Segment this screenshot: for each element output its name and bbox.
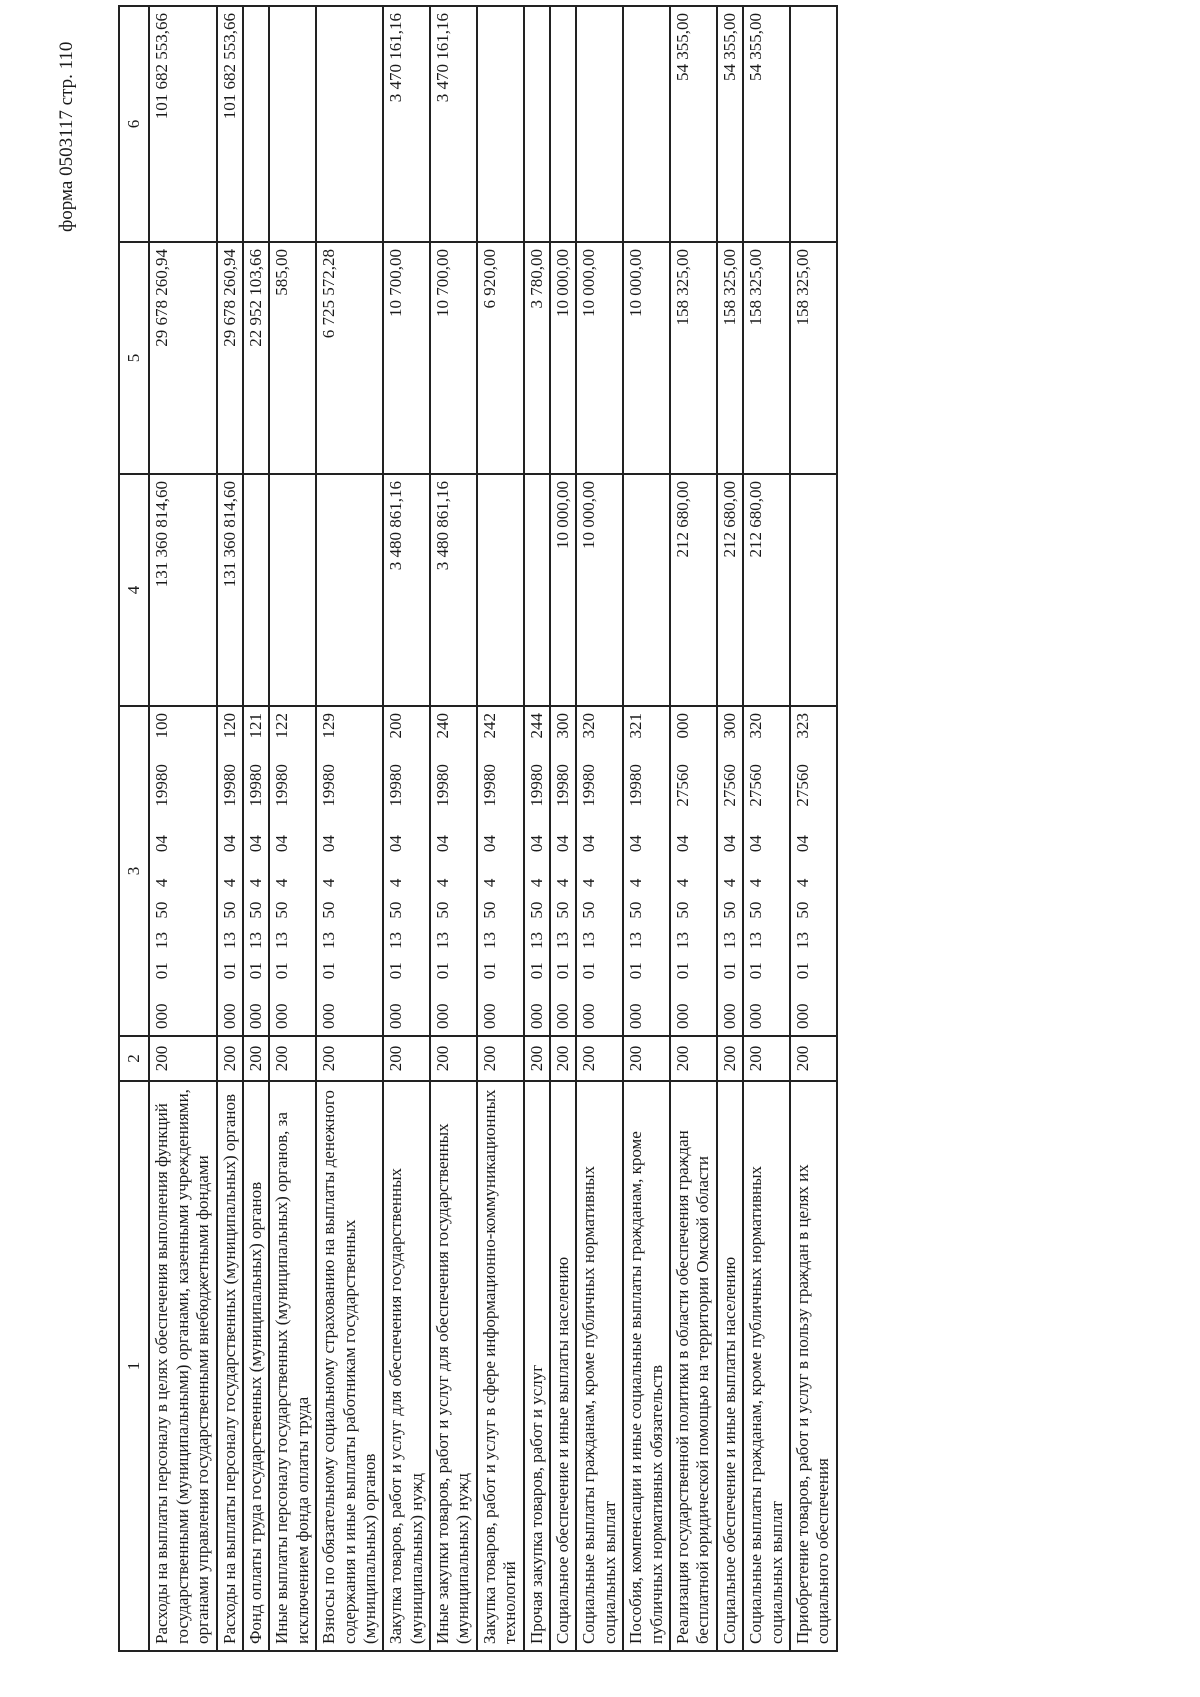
code-part: 4 [626, 878, 646, 888]
code-part: 4 [792, 878, 812, 888]
row-unexecuted-amount: 3 470 161,16 [383, 6, 430, 242]
code-part: 19980 [272, 764, 292, 807]
table-row [149, 6, 216, 1651]
row-line-code: 200 [149, 1036, 216, 1081]
row-executed-amount: 22 952 103,66 [243, 242, 269, 474]
row-name: Закупка товаров, работ и услуг в сфере информационно-коммуникационных технологий [477, 1081, 524, 1651]
code-part: 01 [626, 962, 646, 980]
row-unexecuted-amount [269, 6, 316, 242]
code-part: 300 [553, 713, 573, 739]
row-unexecuted-amount [576, 6, 623, 242]
row-executed-amount: 10 700,00 [430, 242, 477, 474]
code-part: 50 [579, 901, 599, 919]
row-name: Прочая закупка товаров, работ и услуг [524, 1081, 550, 1651]
code-part: 4 [672, 878, 692, 888]
code-parts [720, 713, 740, 1029]
row-executed-amount: 158 325,00 [743, 242, 790, 474]
row-line-code: 200 [430, 1036, 477, 1081]
code-part: 4 [272, 878, 292, 888]
code-part: 000 [526, 1003, 546, 1029]
code-parts [579, 713, 599, 1029]
code-part: 13 [319, 931, 339, 949]
code-part: 321 [626, 713, 646, 739]
code-part: 04 [719, 835, 739, 853]
code-part: 04 [672, 835, 692, 853]
row-unexecuted-amount: 3 470 161,16 [430, 6, 477, 242]
code-part: 000 [245, 1003, 265, 1029]
code-part: 000 [792, 1003, 812, 1029]
table-row [217, 6, 243, 1651]
code-part: 13 [219, 931, 239, 949]
row-unexecuted-amount [623, 6, 670, 242]
code-part: 19980 [526, 764, 546, 807]
code-part: 4 [433, 878, 453, 888]
row-approved-amount [524, 474, 550, 706]
row-unexecuted-amount [524, 6, 550, 242]
row-name: Расходы на выплаты персоналу в целях обеспечения выполнения функций государственными (муниципальными) органами, казенными учреждениями, органами управления государственными внебюджетными фондами [149, 1081, 216, 1651]
code-part: 4 [245, 878, 265, 888]
code-part: 19980 [219, 764, 239, 807]
code-parts [152, 713, 172, 1029]
row-classification-code [790, 706, 837, 1036]
code-parts [386, 713, 406, 1029]
row-executed-amount: 10 000,00 [623, 242, 670, 474]
row-executed-amount: 585,00 [269, 242, 316, 474]
row-approved-amount: 3 480 861,16 [383, 474, 430, 706]
row-name: Приобретение товаров, работ и услуг в пользу граждан в целях их социального обеспечения [790, 1081, 837, 1651]
row-unexecuted-amount: 54 355,00 [743, 6, 790, 242]
code-part: 50 [526, 901, 546, 919]
code-part: 4 [219, 878, 239, 888]
table-row [243, 6, 269, 1651]
code-part: 19980 [579, 764, 599, 807]
code-part: 13 [553, 931, 573, 949]
row-classification-code [316, 706, 383, 1036]
row-name: Иные выплаты персоналу государственных (муниципальных) органов, за исключением фонда оплаты труда [269, 1081, 316, 1651]
table-row [623, 6, 670, 1651]
code-part: 50 [719, 901, 739, 919]
code-part: 4 [719, 878, 739, 888]
code-part: 100 [152, 713, 172, 739]
row-unexecuted-amount [316, 6, 383, 242]
row-classification-code [243, 706, 269, 1036]
code-part: 04 [579, 835, 599, 853]
row-executed-amount: 158 325,00 [670, 242, 717, 474]
row-approved-amount: 3 480 861,16 [430, 474, 477, 706]
code-part: 01 [319, 962, 339, 980]
code-part: 323 [792, 713, 812, 739]
row-line-code: 200 [623, 1036, 670, 1081]
code-part: 000 [386, 1003, 406, 1029]
table-header [119, 6, 149, 1651]
code-part: 04 [386, 835, 406, 853]
code-part: 000 [272, 1003, 292, 1029]
code-part: 01 [386, 962, 406, 980]
row-executed-amount: 6 920,00 [477, 242, 524, 474]
code-part: 01 [152, 962, 172, 980]
code-part: 13 [626, 931, 646, 949]
row-classification-code [670, 706, 717, 1036]
code-parts [272, 713, 292, 1029]
column-number-5: 5 [119, 242, 149, 474]
code-parts [480, 713, 500, 1029]
code-part: 19980 [553, 764, 573, 807]
row-executed-amount: 158 325,00 [790, 242, 837, 474]
row-executed-amount: 6 725 572,28 [316, 242, 383, 474]
code-part: 04 [219, 835, 239, 853]
code-parts [527, 713, 547, 1029]
code-part: 121 [245, 713, 265, 739]
code-parts [553, 713, 573, 1029]
code-part: 04 [626, 835, 646, 853]
table-row [790, 6, 837, 1651]
code-part: 19980 [626, 764, 646, 807]
row-classification-code [524, 706, 550, 1036]
code-part: 320 [746, 713, 766, 739]
code-parts [793, 713, 813, 1029]
code-part: 19980 [433, 764, 453, 807]
code-part: 04 [792, 835, 812, 853]
table-row [316, 6, 383, 1651]
code-part: 13 [579, 931, 599, 949]
row-name: Социальные выплаты гражданам, кроме публичных нормативных социальных выплат [576, 1081, 623, 1651]
row-executed-amount: 10 000,00 [550, 242, 576, 474]
code-part: 000 [219, 1003, 239, 1029]
row-approved-amount [316, 474, 383, 706]
row-line-code: 200 [743, 1036, 790, 1081]
code-part: 4 [152, 878, 172, 888]
row-executed-amount: 158 325,00 [717, 242, 743, 474]
row-executed-amount: 10 700,00 [383, 242, 430, 474]
row-line-code: 200 [524, 1036, 550, 1081]
row-name: Иные закупки товаров, работ и услуг для обеспечения государственных (муниципальных) нужд [430, 1081, 477, 1651]
table-row [670, 6, 717, 1651]
code-part: 01 [433, 962, 453, 980]
column-number-1: 1 [119, 1081, 149, 1651]
code-part: 01 [792, 962, 812, 980]
code-part: 50 [792, 901, 812, 919]
row-classification-code [717, 706, 743, 1036]
column-number-6: 6 [119, 6, 149, 242]
row-approved-amount: 212 680,00 [743, 474, 790, 706]
code-part: 13 [526, 931, 546, 949]
code-part: 50 [386, 901, 406, 919]
row-line-code: 200 [316, 1036, 383, 1081]
row-classification-code [550, 706, 576, 1036]
code-part: 4 [526, 878, 546, 888]
code-part: 04 [272, 835, 292, 853]
row-classification-code [623, 706, 670, 1036]
code-part: 04 [152, 835, 172, 853]
code-part: 13 [272, 931, 292, 949]
row-line-code: 200 [550, 1036, 576, 1081]
row-approved-amount [477, 474, 524, 706]
code-part: 13 [152, 931, 172, 949]
code-part: 01 [719, 962, 739, 980]
row-name: Пособия, компенсации и иные социальные выплаты гражданам, кроме публичных нормативных обязательств [623, 1081, 670, 1651]
code-part: 4 [579, 878, 599, 888]
code-part: 200 [386, 713, 406, 739]
code-part: 13 [792, 931, 812, 949]
code-part: 04 [245, 835, 265, 853]
code-part: 000 [433, 1003, 453, 1029]
code-part: 000 [719, 1003, 739, 1029]
row-unexecuted-amount: 54 355,00 [670, 6, 717, 242]
code-part: 27560 [719, 764, 739, 807]
code-part: 244 [526, 713, 546, 739]
table-row [576, 6, 623, 1651]
code-part: 120 [219, 713, 239, 739]
code-part: 19980 [152, 764, 172, 807]
code-part: 000 [672, 713, 692, 739]
code-part: 01 [672, 962, 692, 980]
code-part: 50 [433, 901, 453, 919]
code-part: 27560 [672, 764, 692, 807]
code-part: 000 [479, 1003, 499, 1029]
row-name: Взносы по обязательному социальному страхованию на выплаты денежного содержания и иные выплаты работникам государственных (муниципальных) органов [316, 1081, 383, 1651]
code-part: 01 [479, 962, 499, 980]
code-part: 13 [245, 931, 265, 949]
code-parts [746, 713, 766, 1029]
code-part: 13 [746, 931, 766, 949]
code-part: 27560 [792, 764, 812, 807]
table-row [717, 6, 743, 1651]
row-name: Фонд оплаты труда государственных (муниципальных) органов [243, 1081, 269, 1651]
code-part: 129 [319, 713, 339, 739]
code-part: 04 [526, 835, 546, 853]
table-row [269, 6, 316, 1651]
row-approved-amount: 10 000,00 [550, 474, 576, 706]
form-page-label: форма 0503117 стр. 110 [56, 41, 77, 232]
column-number-4: 4 [119, 474, 149, 706]
row-classification-code [576, 706, 623, 1036]
code-part: 50 [553, 901, 573, 919]
row-approved-amount: 212 680,00 [670, 474, 717, 706]
code-part: 19980 [319, 764, 339, 807]
code-part: 01 [272, 962, 292, 980]
code-part: 50 [272, 901, 292, 919]
code-part: 01 [579, 962, 599, 980]
row-approved-amount [269, 474, 316, 706]
row-line-code: 200 [670, 1036, 717, 1081]
row-unexecuted-amount [550, 6, 576, 242]
code-part: 000 [319, 1003, 339, 1029]
table-body [149, 6, 836, 1651]
code-part: 27560 [746, 764, 766, 807]
code-parts [220, 713, 240, 1029]
code-parts [673, 713, 693, 1029]
code-part: 000 [746, 1003, 766, 1029]
code-part: 000 [626, 1003, 646, 1029]
row-approved-amount [243, 474, 269, 706]
code-part: 242 [479, 713, 499, 739]
code-part: 13 [672, 931, 692, 949]
row-approved-amount [790, 474, 837, 706]
code-part: 320 [579, 713, 599, 739]
table-row [550, 6, 576, 1651]
row-unexecuted-amount [790, 6, 837, 242]
table-row [430, 6, 477, 1651]
row-unexecuted-amount: 101 682 553,66 [149, 6, 216, 242]
row-classification-code [269, 706, 316, 1036]
row-approved-amount: 131 360 814,60 [217, 474, 243, 706]
table-row [383, 6, 430, 1651]
code-part: 50 [626, 901, 646, 919]
table-row [524, 6, 550, 1651]
code-part: 04 [479, 835, 499, 853]
code-part: 50 [152, 901, 172, 919]
row-approved-amount: 212 680,00 [717, 474, 743, 706]
code-part: 50 [219, 901, 239, 919]
row-name: Социальное обеспечение и иные выплаты населению [717, 1081, 743, 1651]
code-parts [246, 713, 266, 1029]
code-parts [319, 713, 339, 1029]
row-name: Социальные выплаты гражданам, кроме публичных нормативных социальных выплат [743, 1081, 790, 1651]
row-name: Социальное обеспечение и иные выплаты населению [550, 1081, 576, 1651]
row-name: Расходы на выплаты персоналу государственных (муниципальных) органов [217, 1081, 243, 1651]
row-name: Закупка товаров, работ и услуг для обеспечения государственных (муниципальных) нужд [383, 1081, 430, 1651]
code-part: 04 [319, 835, 339, 853]
row-approved-amount: 131 360 814,60 [149, 474, 216, 706]
row-line-code: 200 [243, 1036, 269, 1081]
row-executed-amount: 29 678 260,94 [149, 242, 216, 474]
row-unexecuted-amount: 101 682 553,66 [217, 6, 243, 242]
code-part: 000 [553, 1003, 573, 1029]
code-part: 01 [245, 962, 265, 980]
code-part: 01 [746, 962, 766, 980]
row-approved-amount: 10 000,00 [576, 474, 623, 706]
row-approved-amount [623, 474, 670, 706]
code-part: 50 [245, 901, 265, 919]
row-executed-amount: 29 678 260,94 [217, 242, 243, 474]
code-part: 000 [672, 1003, 692, 1029]
code-part: 04 [433, 835, 453, 853]
code-part: 01 [526, 962, 546, 980]
code-part: 240 [433, 713, 453, 739]
table-row [743, 6, 790, 1651]
code-part: 04 [553, 835, 573, 853]
code-part: 50 [479, 901, 499, 919]
row-classification-code [383, 706, 430, 1036]
code-part: 01 [219, 962, 239, 980]
row-line-code: 200 [576, 1036, 623, 1081]
row-classification-code [743, 706, 790, 1036]
row-classification-code [217, 706, 243, 1036]
row-unexecuted-amount: 54 355,00 [717, 6, 743, 242]
row-classification-code [477, 706, 524, 1036]
row-unexecuted-amount [477, 6, 524, 242]
table-row [477, 6, 524, 1651]
code-part: 300 [719, 713, 739, 739]
code-part: 04 [746, 835, 766, 853]
code-part: 13 [719, 931, 739, 949]
code-part: 000 [579, 1003, 599, 1029]
row-line-code: 200 [790, 1036, 837, 1081]
row-executed-amount: 10 000,00 [576, 242, 623, 474]
code-part: 19980 [245, 764, 265, 807]
code-part: 4 [746, 878, 766, 888]
row-line-code: 200 [717, 1036, 743, 1081]
row-unexecuted-amount [243, 6, 269, 242]
code-part: 4 [553, 878, 573, 888]
code-part: 122 [272, 713, 292, 739]
code-part: 13 [433, 931, 453, 949]
row-classification-code [430, 706, 477, 1036]
code-part: 4 [386, 878, 406, 888]
expenditure-table [118, 5, 838, 1652]
column-number-3: 3 [119, 706, 149, 1036]
code-part: 4 [319, 878, 339, 888]
code-part: 19980 [479, 764, 499, 807]
code-part: 50 [746, 901, 766, 919]
row-classification-code [149, 706, 216, 1036]
row-line-code: 200 [477, 1036, 524, 1081]
code-part: 13 [479, 931, 499, 949]
code-part: 19980 [386, 764, 406, 807]
code-parts [626, 713, 646, 1029]
code-part: 000 [152, 1003, 172, 1029]
row-executed-amount: 3 780,00 [524, 242, 550, 474]
column-number-2: 2 [119, 1036, 149, 1081]
code-part: 50 [672, 901, 692, 919]
code-part: 50 [319, 901, 339, 919]
code-part: 4 [479, 878, 499, 888]
code-parts [433, 713, 453, 1029]
code-part: 13 [386, 931, 406, 949]
row-line-code: 200 [217, 1036, 243, 1081]
row-name: Реализация государственной политики в области обеспечения граждан бесплатной юридической помощью на территории Омской области [670, 1081, 717, 1651]
row-line-code: 200 [269, 1036, 316, 1081]
row-line-code: 200 [383, 1036, 430, 1081]
code-part: 01 [553, 962, 573, 980]
